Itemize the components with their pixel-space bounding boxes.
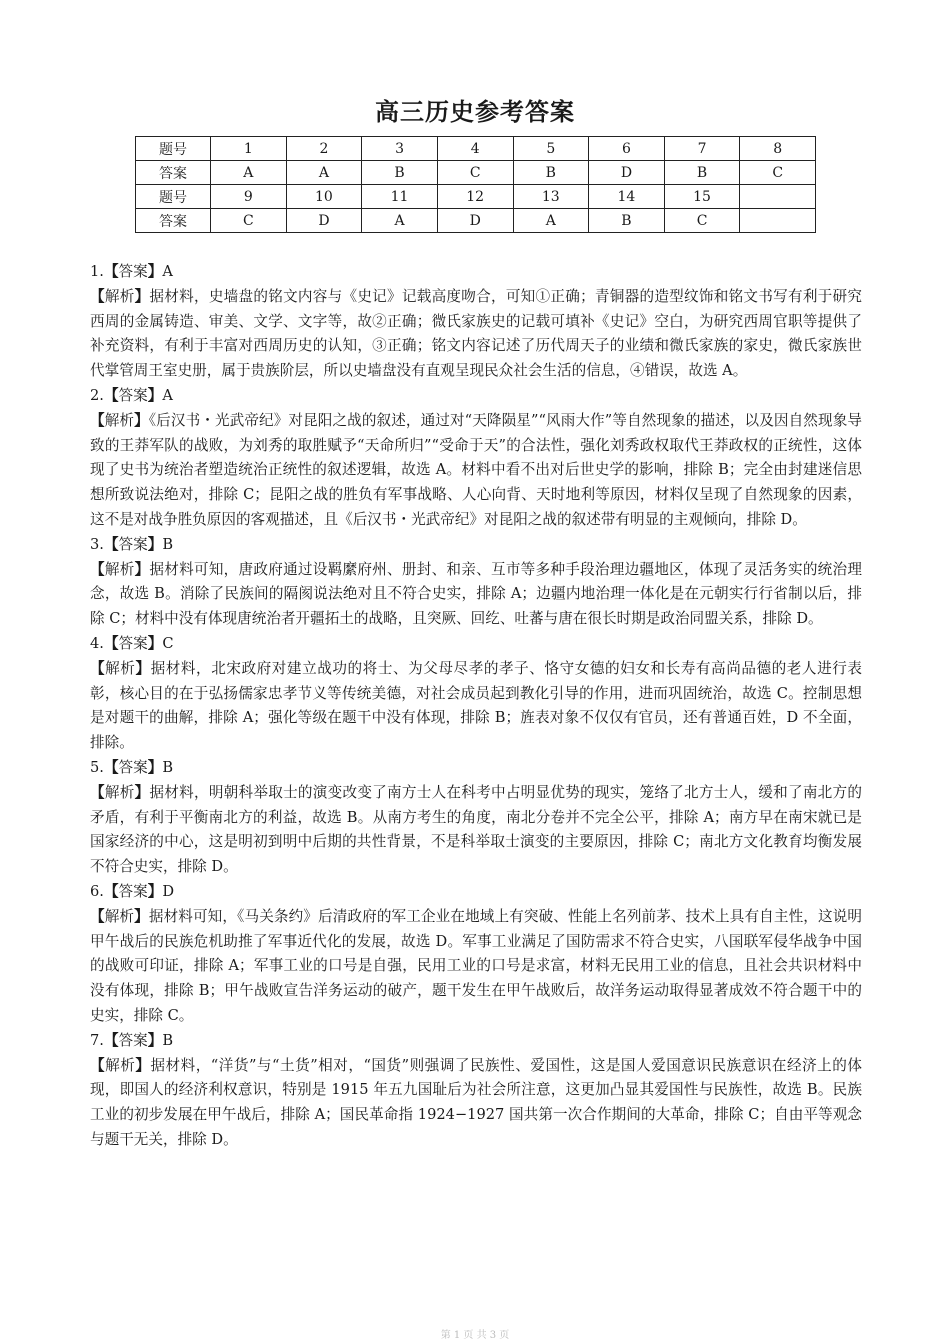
table-cell: C [664, 209, 740, 233]
table-cell: 10 [286, 185, 362, 209]
question-number: 5. [90, 758, 104, 776]
table-cell: B [664, 161, 740, 185]
table-cell: 13 [513, 185, 589, 209]
question-number: 2. [90, 386, 104, 404]
table-cell: 7 [664, 137, 740, 161]
answer-label: 答案 [118, 634, 148, 652]
analysis-text: 据材料，“洋货”与“土货”相对，“国货”则强调了民族性、爱国性，这是国人爱国意识民族意识在经济上的体现，即国人的经济利权意识，特别是 1915 年五九国耻后为社会所注意，这更加凸显其爱国性与民族性，故选 B。民族工业的初步发展在甲午战后，排除 A；国民革命指 1924−1927 国共第一次合作期间的大革命，排除 C；自由平等观念与题干无关，排除 D。 [90, 1056, 862, 1148]
answer-value: A [162, 386, 173, 404]
table-cell: C [740, 161, 816, 185]
table-row [136, 161, 816, 185]
table-cell: 3 [362, 137, 438, 161]
analysis-paragraph [90, 1054, 862, 1153]
question-block [90, 384, 862, 533]
question-block [90, 756, 862, 880]
question-block [90, 1029, 862, 1153]
table-row [136, 185, 816, 209]
bracket-close: 】 [147, 386, 163, 404]
analysis-paragraph [90, 657, 862, 756]
bracket-open: 【 [103, 634, 119, 652]
bracket-close: 】 [134, 560, 150, 578]
table-cell: 15 [664, 185, 740, 209]
answer-line [90, 880, 862, 905]
bracket-close: 】 [147, 634, 163, 652]
answer-value: C [162, 634, 174, 652]
answer-label: 答案 [118, 386, 148, 404]
answer-label: 答案 [118, 535, 148, 553]
bracket-close: 】 [147, 758, 163, 776]
answer-line [90, 533, 862, 558]
bracket-close: 】 [134, 287, 150, 305]
bracket-open: 【 [103, 1031, 119, 1049]
analysis-label: 解析 [105, 1056, 136, 1074]
answer-value: A [162, 263, 173, 280]
answer-line [90, 1029, 862, 1054]
table-cell: 4 [437, 137, 513, 161]
answer-table [135, 136, 816, 233]
analysis-label: 解析 [105, 659, 136, 677]
answer-line [90, 260, 862, 285]
table-cell: A [362, 209, 438, 233]
table-cell: 14 [589, 185, 665, 209]
analysis-label: 解析 [104, 560, 135, 578]
question-block [90, 632, 862, 756]
table-cell: 6 [589, 137, 665, 161]
analysis-text: 据材料，北宋政府对建立战功的将士、为父母尽孝的孝子、恪守女德的妇女和长寿有高尚品德的老人进行表彰，核心目的在于弘扬儒家忠孝节义等传统美德，对社会成员起到教化引导的作用，进而巩固统治，故选 C。控制思想是对题干的曲解，排除 A；强化等级在题干中没有体现，排除 B；旌表对象不仅仅有官员，还有普通百姓，D 不全面，排除。 [90, 659, 862, 752]
analysis-label: 解析 [104, 411, 135, 429]
table-cell: 9 [211, 185, 287, 209]
table-cell: B [362, 161, 438, 185]
analysis-text: 据材料可知，《马关条约》后清政府的军工企业在地域上有突破、性能上名列前茅、技术上具有自主性，这说明甲午战后的民族危机助推了军事近代化的发展，故选 D。军事工业满足了国防需求不符合史实，八国联军侵华战争中国的战败可印证，排除 A；军事工业的口号是自强，民用工业的口号是求富，材料无民用工业的信息，且社会共识材料中没有体现，排除 B；甲午战败宣告洋务运动的破产，题干发生在甲午战败后，故洋务运动取得显著成效不符合题干中的史实，排除 C。 [90, 907, 862, 1024]
bracket-close: 】 [147, 263, 163, 280]
bracket-open: 【 [103, 758, 119, 776]
table-cell: A [286, 161, 362, 185]
row-label: 题号 [136, 137, 211, 161]
analysis-paragraph [90, 285, 862, 384]
bracket-open: 【 [90, 411, 105, 429]
bracket-open: 【 [90, 1056, 106, 1074]
bracket-close: 】 [134, 411, 149, 429]
table-cell: 1 [211, 137, 287, 161]
table-cell: A [513, 209, 589, 233]
bracket-close: 】 [134, 783, 150, 801]
answer-line [90, 384, 862, 409]
table-cell [740, 209, 816, 233]
answer-table-body [136, 137, 816, 233]
answer-line [90, 632, 862, 657]
answer-value: B [162, 535, 174, 553]
bracket-open: 【 [103, 263, 119, 280]
page-title: 高三历史参考答案 [375, 98, 575, 126]
bracket-open: 【 [103, 882, 119, 900]
bracket-open: 【 [90, 560, 105, 578]
table-cell: A [211, 161, 287, 185]
bracket-close: 】 [134, 907, 149, 925]
bracket-open: 【 [90, 907, 105, 925]
table-cell: D [286, 209, 362, 233]
analysis-text: 据材料，明朝科举取士的演变改变了南方士人在科考中占明显优势的现实，笼络了北方士人，缓和了南北方的矛盾，有利于平衡南北方的利益，故选 B。从南方考生的角度，南北分卷并不完全公平，排除 A；南方早在南宋就已是国家经济的中心，这是明初到明中后期的共性背景，不是科举取士演变的主要原因，排除 C；南北方文化教育均衡发展不符合史实，排除 D。 [90, 783, 862, 876]
bracket-close: 】 [147, 882, 163, 900]
analysis-label: 解析 [104, 907, 135, 925]
question-number: 7. [90, 1031, 104, 1049]
analysis-label: 解析 [104, 287, 135, 305]
bracket-close: 】 [147, 535, 163, 553]
row-label: 答案 [136, 161, 211, 185]
question-block [90, 260, 862, 384]
page-footer: 第 1 页 共 3 页 [440, 1330, 510, 1341]
question-number: 6. [90, 882, 104, 900]
answer-explanations [90, 260, 862, 1153]
analysis-paragraph [90, 558, 862, 632]
analysis-paragraph [90, 905, 862, 1029]
bracket-open: 【 [90, 287, 105, 305]
table-cell: 8 [740, 137, 816, 161]
table-cell: D [437, 209, 513, 233]
row-label: 答案 [136, 209, 211, 233]
table-cell: C [437, 161, 513, 185]
bracket-close: 】 [147, 1031, 163, 1049]
answer-label: 答案 [118, 882, 148, 900]
bracket-open: 【 [90, 659, 106, 677]
table-cell [740, 185, 816, 209]
bracket-open: 【 [103, 535, 119, 553]
analysis-text: 《后汉书・光武帝纪》对昆阳之战的叙述，通过对“天降陨星”“风雨大作”等自然现象的描述，以及因自然现象导致的王莽军队的战败，为刘秀的取胜赋予“天命所归”“受命于天”的合法性，强化刘秀政权取代王莽政权的正统性，这体现了史书为统治者塑造统治正统性的叙述逻辑，故选 A。材料中看不出对后世史学的影响，排除 B；完全由封建迷信思想所致说法绝对，排除 C；昆阳之战的胜负有军事战略、人心向背、天时地利等原因，材料仅呈现了自然现象的因素，这不是对战争胜负原因的客观描述，且《后汉书・光武帝纪》对昆阳之战的叙述带有明显的主观倾向，排除 D。 [90, 411, 862, 528]
table-row [136, 137, 816, 161]
answer-line [90, 756, 862, 781]
question-number: 3. [90, 535, 104, 553]
answer-value: D [162, 882, 175, 900]
table-cell: 11 [362, 185, 438, 209]
question-block [90, 880, 862, 1029]
question-number: 4. [90, 634, 104, 652]
analysis-paragraph [90, 781, 862, 880]
row-label: 题号 [136, 185, 211, 209]
analysis-text: 据材料可知，唐政府通过设羁縻府州、册封、和亲、互市等多种手段治理边疆地区，体现了灵活务实的统治理念，故选 B。消除了民族间的隔阂说法绝对且不符合史实，排除 A；边疆内地治理一体化是在元朝实行行省制以后，排除 C；材料中没有体现唐统治者开疆拓土的战略，且突厥、回纥、吐蕃与唐在很长时期是政治同盟关系，排除 D。 [90, 560, 862, 628]
table-cell: B [589, 209, 665, 233]
bracket-open: 【 [103, 386, 119, 404]
bracket-open: 【 [90, 783, 105, 801]
answer-label: 答案 [118, 1031, 148, 1049]
question-number: 1. [90, 263, 104, 280]
bracket-close: 】 [135, 659, 151, 677]
analysis-label: 解析 [104, 783, 135, 801]
table-cell: 2 [286, 137, 362, 161]
table-row [136, 209, 816, 233]
table-cell: B [513, 161, 589, 185]
table-cell: C [211, 209, 287, 233]
analysis-paragraph [90, 409, 862, 533]
bracket-close: 】 [135, 1056, 151, 1074]
table-cell: 5 [513, 137, 589, 161]
answer-label: 答案 [118, 758, 148, 776]
answer-value: B [162, 1031, 174, 1049]
answer-value: B [162, 758, 174, 776]
question-block [90, 533, 862, 632]
table-cell: 12 [437, 185, 513, 209]
table-cell: D [589, 161, 665, 185]
analysis-text: 据材料，史墙盘的铭文内容与《史记》记载高度吻合，可知①正确；青铜器的造型纹饰和铭文书写有利于研究西周的金属铸造、审美、文学、文字等，故②正确；微氏家族史的记载可填补《史记》空白，为研究西周官职等提供了补充资料，有利于丰富对西周历史的认知，③正确；铭文内容记述了历代周天子的业绩和微氏家族的家史，微氏家族世代掌管周王室史册，属于贵族阶层，所以史墙盘没有直观呈现民众社会生活的信息，④错误，故选 A。 [90, 287, 862, 380]
answer-label: 答案 [118, 263, 148, 280]
